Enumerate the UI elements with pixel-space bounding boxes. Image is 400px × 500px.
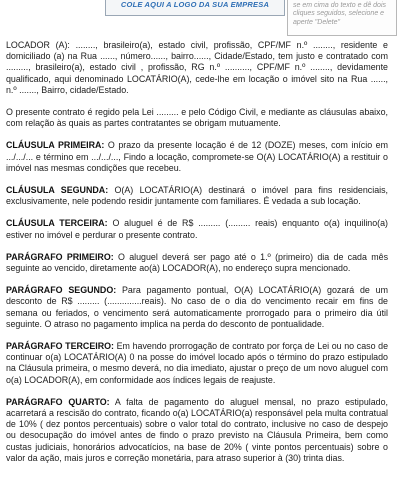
hint-line: cliques seguidos, selecione e xyxy=(293,10,385,18)
paragraph-text: LOCADOR (A): ........, brasileiro(a), estado civil, profissão, CPF/MF n.º ........, residente e domiciliado (a) na Rua ......, número......, bairro......, Cidade/Estado, tem justo e contratado com ........., brasileiro(a), estado civil , profissão, RG n.º .........., CPF/MF n.º ........, devidamente qualificado, aqui denominado LOCATÁRIO(A), cede-lhe em locação o imóvel sito na Rua ......, n.º ......., Bairro, cidade/Estado. xyxy=(6,40,388,95)
clause-heading: CLÁUSULA TERCEIRA: xyxy=(6,218,108,229)
clause-text: O prazo da presente locação é de 12 (DOZE) meses, com início em .../.../... e término em .../.../..., Findo a locação, compromete-se O(A) LOCATÁRIO(A) a restituir o imóvel nas mesmas condições que recebeu. xyxy=(6,140,388,173)
clause-text: O(A) LOCATÁRIO(A) destinará o imóvel para fins residenciais, exclusivamente, nele podendo residir juntamente com familiares. É vedada a sub locação. xyxy=(6,185,389,207)
clause-second xyxy=(6,185,388,207)
contract-body xyxy=(6,40,388,475)
clause-heading: CLÁUSULA SEGUNDA: xyxy=(6,185,109,196)
clause-heading: PARÁGRAFO PRIMEIRO: xyxy=(6,251,114,262)
clause-text: Em havendo prorrogação de contrato por força de Lei ou no caso de continuar o(a) LOCATÁRIO(A) 0 na posse do imóvel locado após o término do prazo estipulado na Cláusula primeira, o mesmo deverá, no dia imediato, ajustar o preço de um novo aluguel com o(a) LOCADOR(A), em conformidade aos índices legais de reajuste. xyxy=(6,341,389,385)
clause-text: A falta de pagamento do aluguel mensal, no prazo estipulado, acarretará a rescisão do contrato, ficando o(a) LOCATÁRIO(a) responsável pela multa contratual de 10% ( dez pontos percentuais) sobre o valor total do contrato, inclusive no caso de despejo ou desocupação do imóvel antes de findo o prazo previsto na Cláusula Primeira, bem como custas judiciais, honorários advocatícios, na base de 20% ( vinte pontos percentuais) sobre o valor da ação, mais juros e correção monetária, para atraso superior à (30) trinta dias. xyxy=(6,396,388,463)
clause-heading: CLÁUSULA PRIMEIRA: xyxy=(6,140,105,151)
paragraph-third xyxy=(6,341,388,386)
delete-hint-box xyxy=(287,0,397,36)
paragraph-preamble xyxy=(6,107,388,129)
logo-placeholder-box[interactable] xyxy=(105,0,285,16)
paragraph-second xyxy=(6,285,388,330)
clause-first xyxy=(6,140,388,174)
clause-text: O aluguel deverá ser pago até o 1.º (primeiro) dia de cada mês seguinte ao vencido, diretamente ao(à) LOCADOR(A), no endereço supra mencionado. xyxy=(6,251,389,274)
clause-heading: PARÁGRAFO SEGUNDO: xyxy=(6,285,117,296)
clause-heading: PARÁGRAFO TERCEIRO: xyxy=(6,341,114,352)
paragraph-text: O presente contrato é regido pela Lei ......... e pelo Código Civil, e mediante as cláusulas abaixo, com relação às quais as partes contratantes se obrigam mutuamente. xyxy=(6,107,388,129)
paragraph-first xyxy=(6,252,388,274)
logo-placeholder-text: COLE AQUI A LOGO DA SUA EMPRESA xyxy=(120,0,270,9)
clause-third xyxy=(6,218,388,240)
clause-heading: PARÁGRAFO QUARTO: xyxy=(6,396,110,407)
hint-line: aperte "Delete" xyxy=(293,18,340,26)
clause-text: O aluguel é de R$ ......... (......... reais) enquanto o(a) inquilino(a) estiver no imóvel e perdurar o presente contrato. xyxy=(6,218,389,240)
hint-line: se em cima do texto e dê dois xyxy=(293,1,386,9)
paragraph-locador xyxy=(6,40,388,96)
clause-text: Para pagamento pontual, O(A) LOCATÁRIO(A) gozará de um desconto de R$ ......... (..............reais). No caso de o dia do vencimento recair em fins de semana ou feriados, o vencimento será automaticamente prorrogado para o primeiro dia útil seguinte. O atraso no pagamento implica na perda do desconto de pontualidade. xyxy=(6,285,388,329)
paragraph-fourth xyxy=(6,397,388,464)
